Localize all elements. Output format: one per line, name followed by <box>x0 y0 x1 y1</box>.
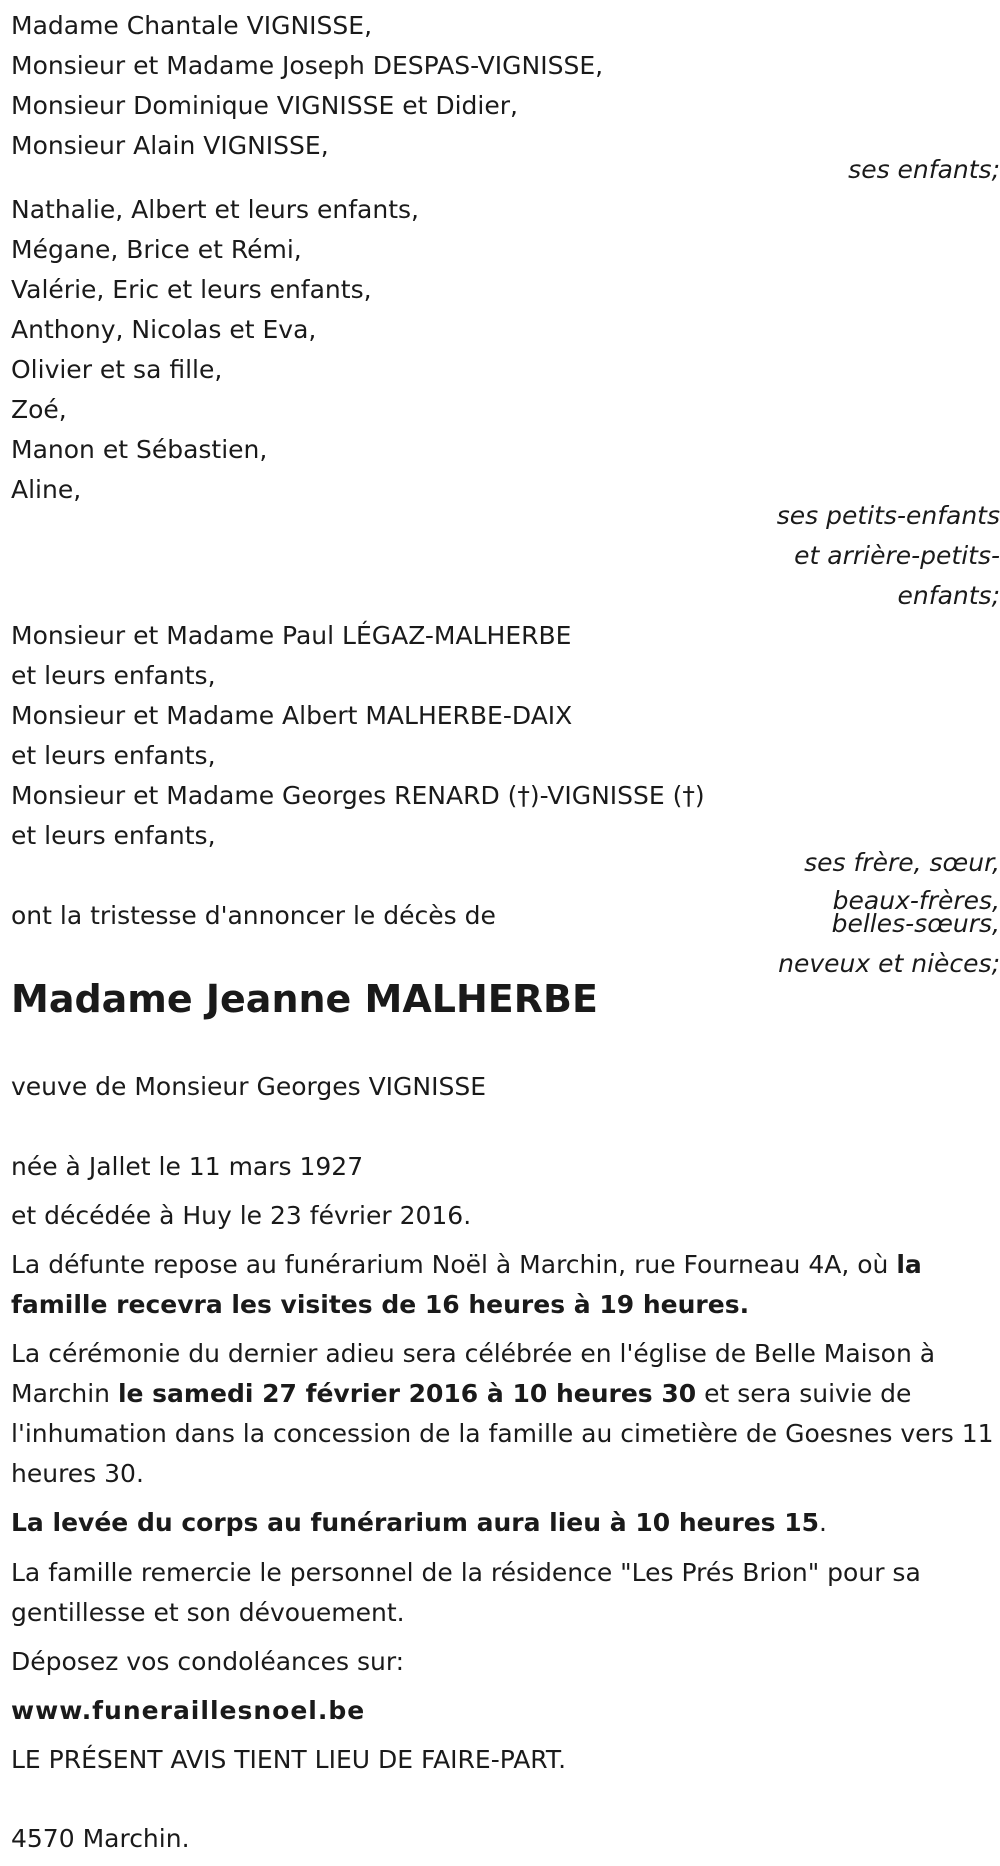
children-line: Monsieur et Madame Joseph DESPAS-VIGNISSE, <box>11 51 604 80</box>
thanks-paragraph: La famille remercie le personnel de la résidence "Les Prés Brion" pour sa gentillesse et son dévouement. <box>11 1558 921 1627</box>
lifting-tail: . <box>819 1508 827 1537</box>
children-line: Madame Chantale VIGNISSE, <box>11 11 373 40</box>
ceremony-paragraph <box>11 1334 1000 1494</box>
ceremony-text: La cérémonie du dernier adieu sera célébrée en l'église de Belle Maison à Marchin <box>11 1339 936 1408</box>
visitation-paragraph <box>11 1245 1000 1325</box>
grandchildren-line: Manon et Sébastien, <box>11 435 268 464</box>
deceased-name: Madame Jeanne MALHERBE <box>11 977 598 1021</box>
visitation-text: La défunte repose au funérarium Noël à Marchin, rue Fourneau 4A, où <box>11 1250 897 1279</box>
grandchildren-line: Aline, <box>11 475 82 504</box>
children-line: Monsieur Dominique VIGNISSE et Didier, <box>11 91 518 120</box>
website-link[interactable]: www.funeraillesnoel.be <box>11 1696 366 1725</box>
grandchildren-line: Mégane, Brice et Rémi, <box>11 235 302 264</box>
grandchildren-line: Valérie, Eric et leurs enfants, <box>11 275 372 304</box>
children-line: Monsieur Alain VIGNISSE, <box>11 131 329 160</box>
siblings-role: neveux et nièces; <box>778 949 1000 978</box>
lifting-paragraph <box>11 1503 1000 1543</box>
grandchildren-line: Anthony, Nicolas et Eva, <box>11 315 317 344</box>
condolences-text: Déposez vos condoléances sur: <box>11 1647 405 1676</box>
children-role: ses enfants; <box>848 155 1000 184</box>
ceremony-text-continued: et sera suivie de l'inhumation dans la concession de la famille au cimetière de Goesnes vers 11 heures 30. <box>11 1379 994 1488</box>
grandchildren-role: ses petits-enfants <box>776 501 1000 530</box>
notice-text: LE PRÉSENT AVIS TIENT LIEU DE FAIRE-PART. <box>11 1745 567 1774</box>
grandchildren-line: Nathalie, Albert et leurs enfants, <box>11 195 419 224</box>
widow-text: veuve de Monsieur Georges VIGNISSE <box>11 1072 487 1101</box>
address-text: 4570 Marchin. <box>11 1824 190 1853</box>
birth-text: née à Jallet le 11 mars 1927 <box>11 1152 364 1181</box>
siblings-role: belles-sœurs, <box>831 909 1000 938</box>
siblings-line: et leurs enfants, <box>11 821 216 850</box>
grandchildren-line: Zoé, <box>11 395 67 424</box>
siblings-line: Monsieur et Madame Albert MALHERBE-DAIX <box>11 701 573 730</box>
siblings-line: Monsieur et Madame Georges RENARD (†)-VIGNISSE (†) <box>11 781 705 810</box>
siblings-role: ses frère, sœur, <box>804 848 1000 877</box>
siblings-line: et leurs enfants, <box>11 741 216 770</box>
grandchildren-role: et arrière-petits- <box>794 541 1000 570</box>
siblings-line: Monsieur et Madame Paul LÉGAZ-MALHERBE <box>11 621 572 650</box>
grandchildren-line: Olivier et sa fille, <box>11 355 223 384</box>
ceremony-date: le samedi 27 février 2016 à 10 heures 30 <box>117 1379 697 1408</box>
announcement-text: ont la tristesse d'annoncer le décès de <box>11 901 496 930</box>
siblings-line: et leurs enfants, <box>11 661 216 690</box>
siblings-role: beaux-frères, <box>832 886 1000 915</box>
visitation-hours: la famille recevra les visites de 16 heures à 19 heures. <box>11 1250 922 1319</box>
grandchildren-role: enfants; <box>897 581 1000 610</box>
lifting-text: La levée du corps au funérarium aura lieu à 10 heures 15 <box>11 1508 820 1537</box>
death-text: et décédée à Huy le 23 février 2016. <box>11 1201 472 1230</box>
